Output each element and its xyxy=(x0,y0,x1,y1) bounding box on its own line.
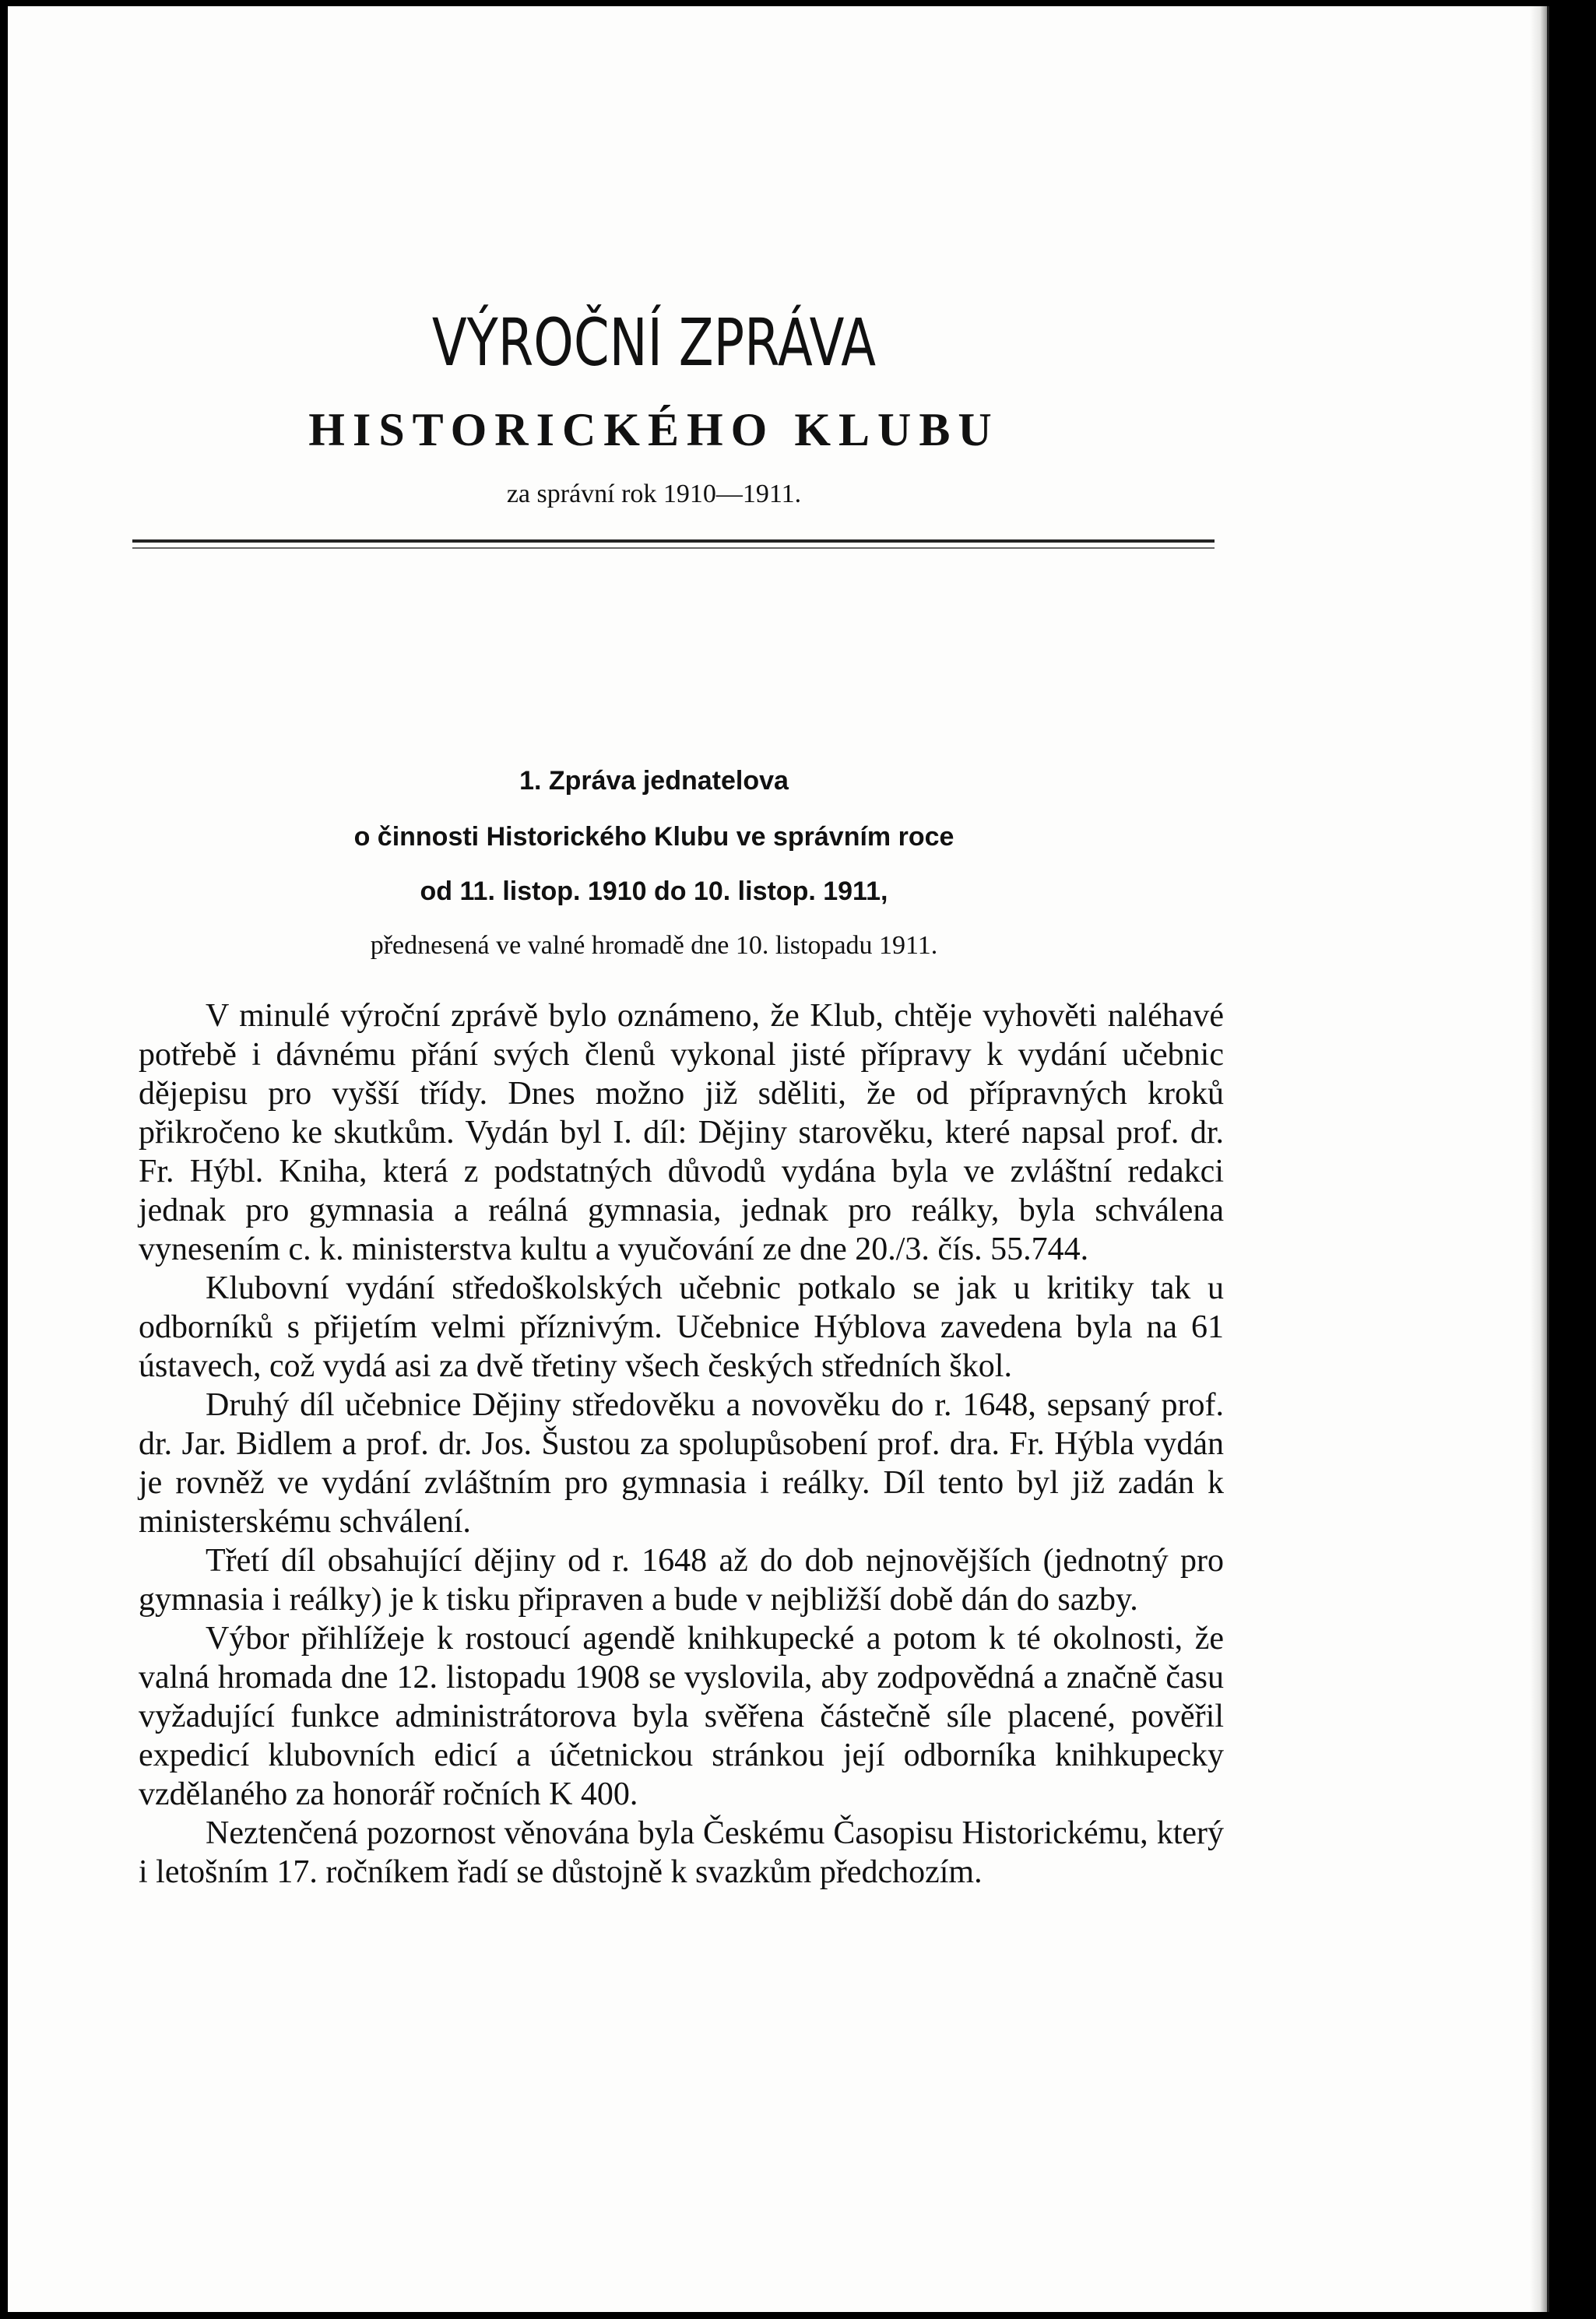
section-heading: 1. Zpráva jednatelova xyxy=(519,766,789,796)
section-subheading: o činnosti Historického Klubu ve správním roce xyxy=(353,822,954,852)
section-delivered-note: přednesená ve valné hromadě dne 10. listopadu 1911. xyxy=(370,931,938,960)
paragraph: Druhý díl učebnice Dějiny středověku a novověku do r. 1648, sepsaný prof. dr. Jar. Bidlem a prof. dr. Jos. Šustou za spolupůsobení prof. dra. Fr. Hýbla vydán je rovněž ve vydání zvláštním pro gymnasia i reálky. Díl tento byl již zadán k ministerskému schválení. xyxy=(139,1387,1224,1540)
paragraph: Třetí díl obsahující dějiny od r. 1648 až do dob nejnovějších (jednotný pro gymnasia i reálky) je k tisku připraven a bude v nejbližší době dán do sazby. xyxy=(139,1543,1224,1618)
paragraph: Výbor přihlížeje k rostoucí agendě knihkupecké a potom k té okolnosti, že valná hromada dne 12. listopadu 1908 se vyslovila, aby zodpovědná a značně času vyžadující funkce administrátorova byla svěřena částečně síle placené, pověřil expedicí klubovních edicí a účetnickou stránkou její odborníka knihkupecky vzdělaného za honorář ročních K 400. xyxy=(139,1621,1224,1812)
report-subtitle: HISTORICKÉHO KLUBU xyxy=(308,404,1000,455)
report-title: VÝROČNÍ ZPRÁVA xyxy=(431,304,877,381)
paragraph: Klubovní vydání středoškolských učebnic potkalo se jak u kritiky tak u odborníků s přijetím velmi příznivým. Učebnice Hýblova zavedena byla na 61 ústavech, což vydá asi za dvě třetiny všech českých středních škol. xyxy=(139,1270,1224,1384)
page-spine-shadow xyxy=(1530,6,1547,2312)
paragraph: Neztenčená pozornost věnována byla Českému Časopisu Historickému, který i letošním 17. ročníkem řadí se důstojně k svazkům předchozím. xyxy=(139,1815,1224,1890)
report-body xyxy=(139,996,1224,1892)
title-divider-thin xyxy=(132,547,1215,549)
title-divider xyxy=(132,539,1215,543)
section-date-range: od 11. listop. 1910 do 10. listop. 1911, xyxy=(420,877,888,906)
report-period: za správní rok 1910—1911. xyxy=(506,480,802,508)
paragraph: V minulé výroční zprávě bylo oznámeno, že Klub, chtěje vyhověti naléhavé potřebě i dávnému přání svých členů vykonal jisté přípravy k vydání učebnic dějepisu pro vyšší třídy. Dnes možno již sděliti, že od přípravných kroků přikročeno ke skutkům. Vydán byl I. díl: Dějiny starověku, které napsal prof. dr. Fr. Hýbl. Kniha, která z podstatných důvodů vydána byla ve zvláštní redakci jednak pro gymnasia a reálná gymnasia, jednak pro reálky, byla schválena vynesením c. k. ministerstva kultu a vyučování ze dne 20./3. čís. 55.744. xyxy=(139,998,1224,1267)
document-page xyxy=(8,6,1549,2312)
